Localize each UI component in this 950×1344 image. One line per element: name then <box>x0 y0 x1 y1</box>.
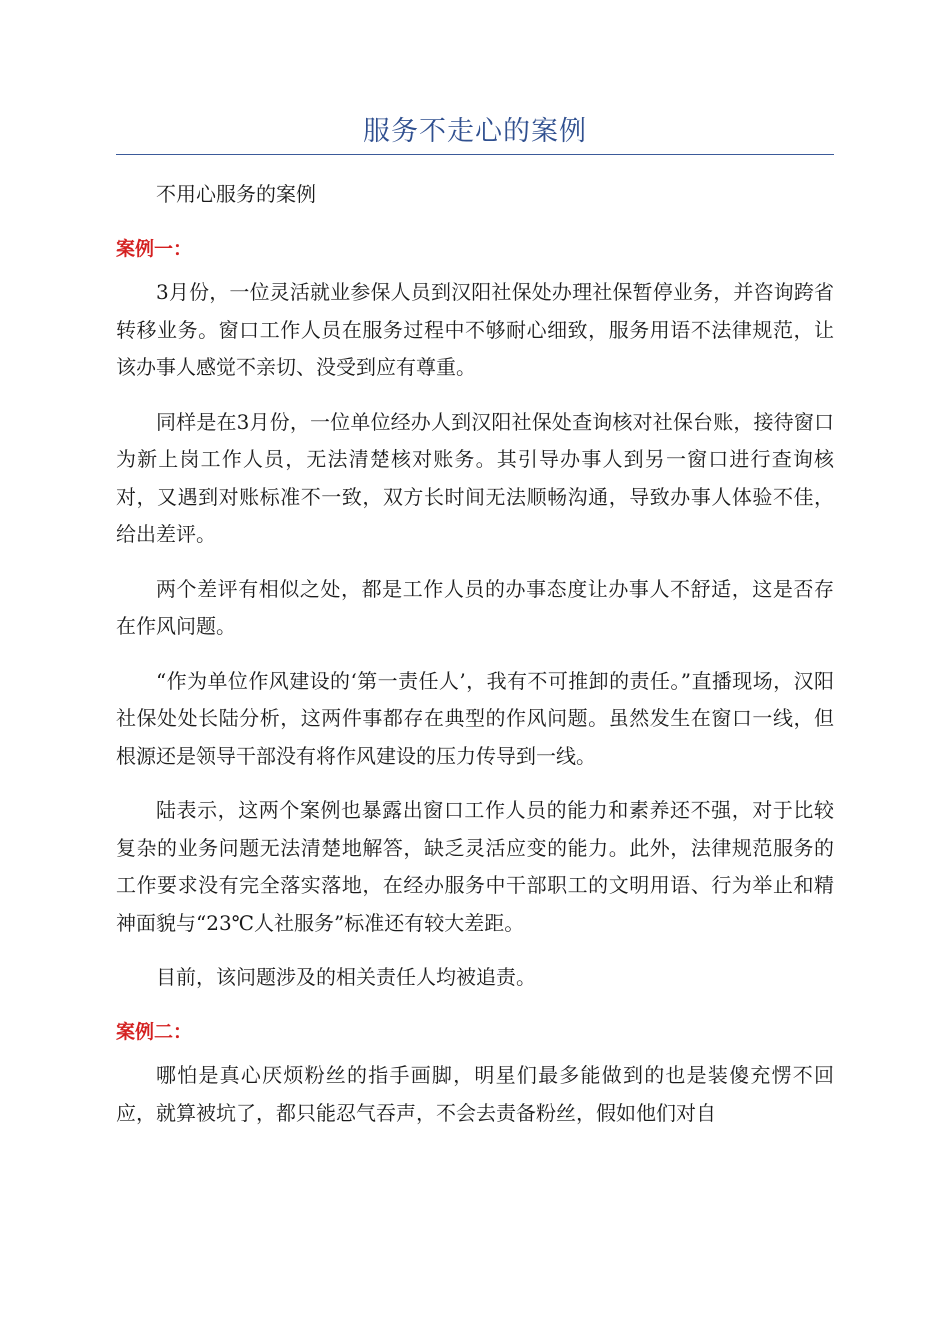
case-two-heading: 案例二： <box>116 1020 193 1043</box>
title-underline <box>116 154 834 155</box>
paragraph: 3月份，一位灵活就业参保人员到汉阳社保处办理社保暂停业务，并咨询跨省转移业务。窗口工作人员在服务过程中不够耐心细致，服务用语不法律规范，让该办事人感觉不亲切、没受到应有尊重。 <box>116 280 834 379</box>
paragraph: 同样是在3月份，一位单位经办人到汉阳社保处查询核对社保台账，接待窗口为新上岗工作人员，无法清楚核对账务。其引导办事人到另一窗口进行查询核对，又遇到对账标准不一致，双方长时间无法顺畅沟通，导致办事人体验不佳，给出差评。 <box>116 409 834 546</box>
document-body <box>116 176 834 1132</box>
spacer <box>116 997 834 1014</box>
paragraph: 目前，该问题涉及的相关责任人均被追责。 <box>156 965 536 989</box>
paragraph: 陆表示，这两个案例也暴露出窗口工作人员的能力和素养还不强，对于比较复杂的业务问题无法清楚地解答，缺乏灵活应变的能力。此外，法律规范服务的工作要求没有完全落实落地，在经办服务中干部职工的文明用语、行为举止和精神面貌与“23℃人社服务”标准还有较大差距。 <box>116 798 834 935</box>
case-one-heading: 案例一： <box>116 237 193 260</box>
spacer <box>116 214 834 231</box>
spacer <box>116 646 834 663</box>
paragraph: 哪怕是真心厌烦粉丝的指手画脚，明星们最多能做到的也是装傻充愣不回应，就算被坑了，都只能忍气吞声，不会去责备粉丝，假如他们对自 <box>116 1063 834 1125</box>
spacer <box>116 387 834 404</box>
spacer <box>116 554 834 571</box>
document-subtitle: 不用心服务的案例 <box>156 182 316 206</box>
paragraph: 两个差评有相似之处，都是工作人员的办事态度让办事人不舒适，这是否存在作风问题。 <box>116 576 834 638</box>
document-title: 服务不走心的案例 <box>363 116 587 147</box>
spacer <box>116 942 834 959</box>
paragraph: “作为单位作风建设的‘第一责任人’，我有不可推卸的责任。”直播现场，汉阳社保处处长陆分析，这两件事都存在典型的作风问题。虽然发生在窗口一线，但根源还是领导干部没有将作风建设的压力传导到一线。 <box>116 668 834 768</box>
spacer <box>116 775 834 792</box>
